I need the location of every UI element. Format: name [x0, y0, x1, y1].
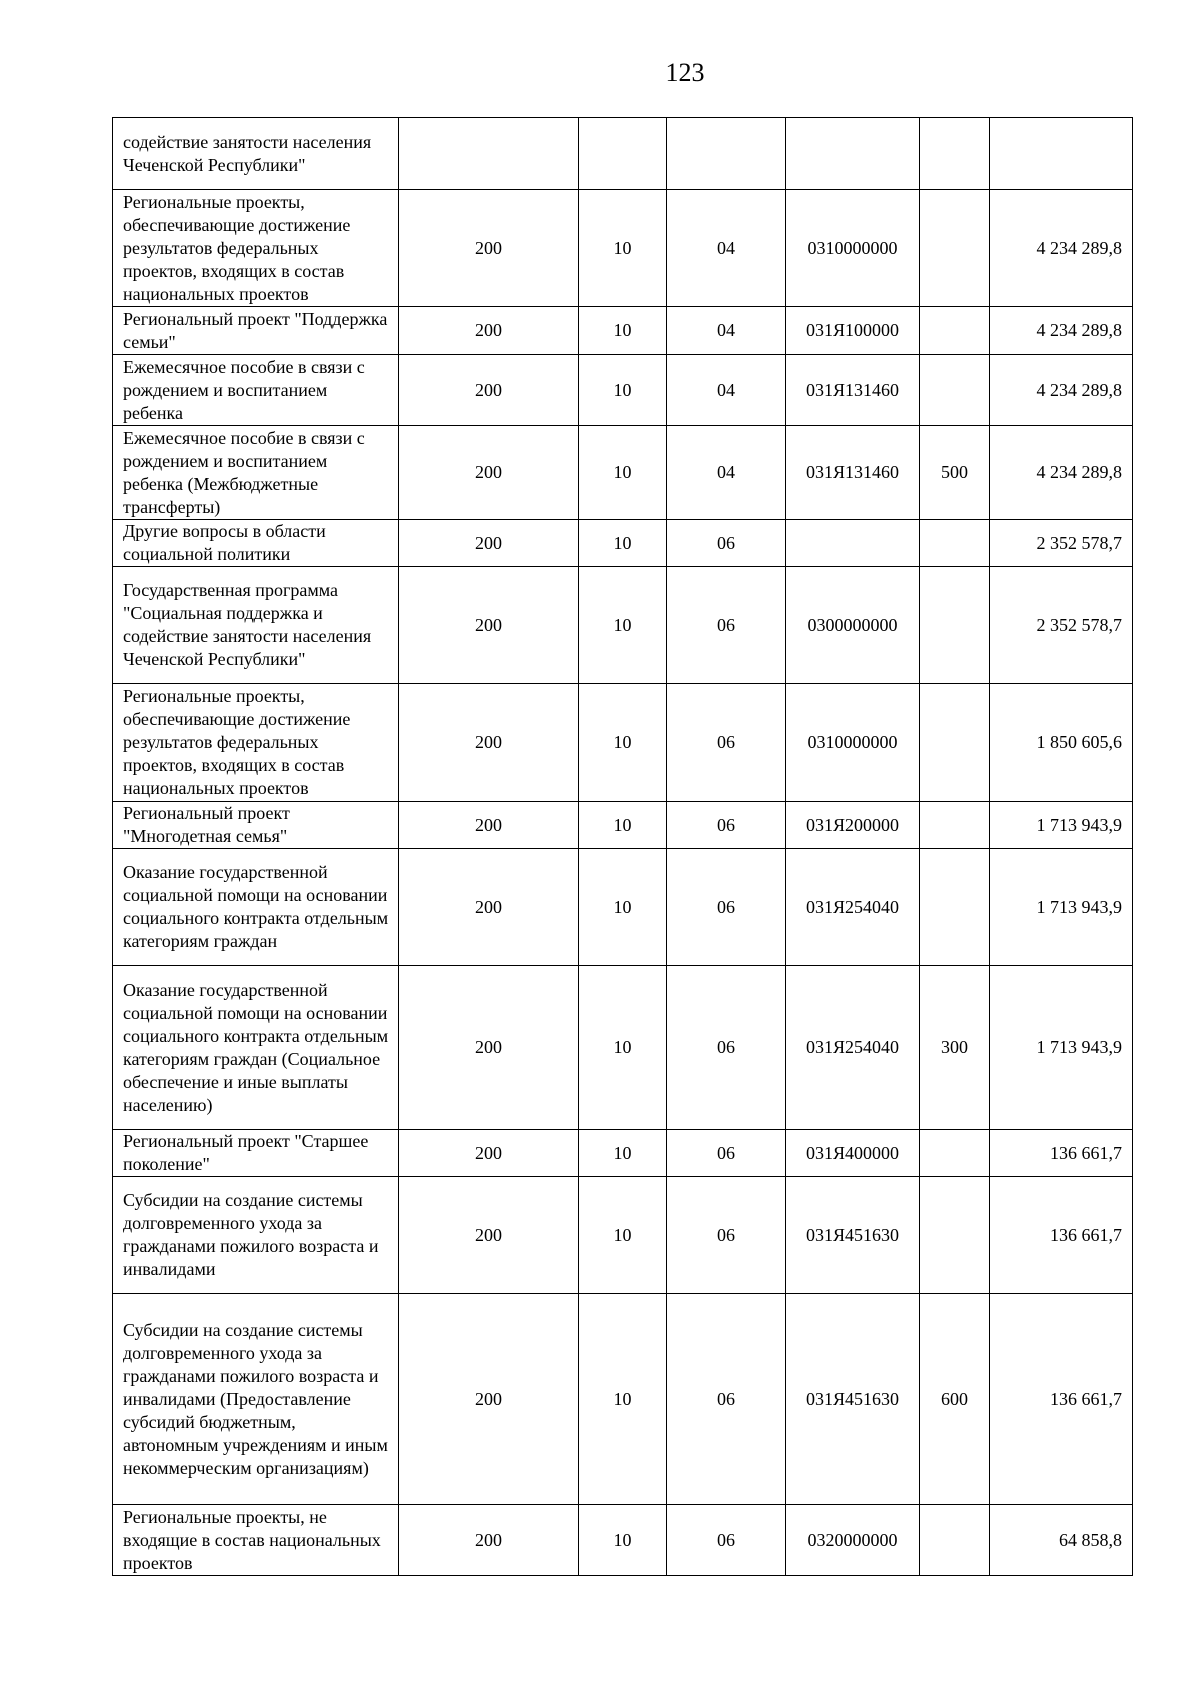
row-name: Региональные проекты, обеспечивающие достижение результатов федеральных проектов, входящих в состав национальных проектов — [113, 684, 399, 802]
table-row — [113, 355, 1133, 426]
row-vr — [920, 355, 990, 426]
row-sum: 2 352 578,7 — [990, 567, 1133, 684]
row-rz: 10 — [579, 1130, 667, 1177]
row-pr: 04 — [667, 426, 786, 520]
row-sum: 4 234 289,8 — [990, 426, 1133, 520]
row-rz: 10 — [579, 1177, 667, 1294]
table-row — [113, 520, 1133, 567]
row-ved: 200 — [399, 426, 579, 520]
row-ved: 200 — [399, 966, 579, 1130]
row-vr: 300 — [920, 966, 990, 1130]
row-sum: 1 713 943,9 — [990, 802, 1133, 849]
row-sum: 4 234 289,8 — [990, 190, 1133, 307]
row-sum: 4 234 289,8 — [990, 355, 1133, 426]
table-row — [113, 426, 1133, 520]
row-sum: 1 850 605,6 — [990, 684, 1133, 802]
row-vr — [920, 520, 990, 567]
row-sum: 4 234 289,8 — [990, 307, 1133, 355]
row-rz: 10 — [579, 190, 667, 307]
row-csr — [786, 118, 920, 190]
table-row — [113, 802, 1133, 849]
row-ved: 200 — [399, 307, 579, 355]
row-name: Региональные проекты, обеспечивающие достижение результатов федеральных проектов, входящих в состав национальных проектов — [113, 190, 399, 307]
row-pr: 04 — [667, 307, 786, 355]
row-vr — [920, 1130, 990, 1177]
row-csr: 031Я254040 — [786, 849, 920, 966]
row-csr: 031Я131460 — [786, 355, 920, 426]
row-name: Региональный проект "Старшее поколение" — [113, 1130, 399, 1177]
row-rz — [579, 118, 667, 190]
row-rz: 10 — [579, 426, 667, 520]
row-rz: 10 — [579, 802, 667, 849]
row-pr: 04 — [667, 190, 786, 307]
row-csr: 031Я451630 — [786, 1294, 920, 1505]
page-number: 123 — [665, 58, 705, 87]
row-csr — [786, 520, 920, 567]
row-name: Ежемесячное пособие в связи с рождением и воспитанием ребенка (Межбюджетные трансферты) — [113, 426, 399, 520]
row-csr: 0320000000 — [786, 1505, 920, 1576]
row-csr: 031Я254040 — [786, 966, 920, 1130]
table-row — [113, 966, 1133, 1130]
row-vr — [920, 190, 990, 307]
table-row — [113, 1177, 1133, 1294]
row-ved: 200 — [399, 684, 579, 802]
row-rz: 10 — [579, 966, 667, 1130]
row-sum: 136 661,7 — [990, 1130, 1133, 1177]
row-ved: 200 — [399, 520, 579, 567]
row-csr: 031Я131460 — [786, 426, 920, 520]
row-pr: 06 — [667, 520, 786, 567]
table-row — [113, 1294, 1133, 1505]
row-sum: 136 661,7 — [990, 1177, 1133, 1294]
row-pr — [667, 118, 786, 190]
row-pr: 06 — [667, 1294, 786, 1505]
row-rz: 10 — [579, 520, 667, 567]
row-vr — [920, 1177, 990, 1294]
row-name: Оказание государственной социальной помощи на основании социального контракта отдельным категориям граждан — [113, 849, 399, 966]
row-ved: 200 — [399, 1130, 579, 1177]
row-vr — [920, 849, 990, 966]
row-vr — [920, 567, 990, 684]
row-rz: 10 — [579, 1294, 667, 1505]
row-name: Субсидии на создание системы долговременного ухода за гражданами пожилого возраста и инвалидами — [113, 1177, 399, 1294]
row-ved: 200 — [399, 355, 579, 426]
row-pr: 06 — [667, 966, 786, 1130]
row-rz: 10 — [579, 684, 667, 802]
row-csr: 0310000000 — [786, 190, 920, 307]
row-rz: 10 — [579, 849, 667, 966]
row-vr: 600 — [920, 1294, 990, 1505]
row-pr: 06 — [667, 849, 786, 966]
row-vr — [920, 307, 990, 355]
row-ved: 200 — [399, 1177, 579, 1294]
row-pr: 06 — [667, 1177, 786, 1294]
row-vr — [920, 684, 990, 802]
row-csr: 0310000000 — [786, 684, 920, 802]
table-row — [113, 849, 1133, 966]
row-vr — [920, 802, 990, 849]
table-row — [113, 567, 1133, 684]
row-name: Ежемесячное пособие в связи с рождением и воспитанием ребенка — [113, 355, 399, 426]
table-row — [113, 684, 1133, 802]
table-row — [113, 1130, 1133, 1177]
row-rz: 10 — [579, 567, 667, 684]
row-pr: 04 — [667, 355, 786, 426]
row-rz: 10 — [579, 1505, 667, 1576]
row-name: Региональные проекты, не входящие в состав национальных проектов — [113, 1505, 399, 1576]
row-ved: 200 — [399, 567, 579, 684]
table-row — [113, 307, 1133, 355]
row-name: Субсидии на создание системы долговременного ухода за гражданами пожилого возраста и инвалидами (Предоставление субсидий бюджетным, автономным учреждениям и иным некоммерческим организациям) — [113, 1294, 399, 1505]
table-row — [113, 1505, 1133, 1576]
row-sum: 2 352 578,7 — [990, 520, 1133, 567]
row-csr: 031Я100000 — [786, 307, 920, 355]
row-pr: 06 — [667, 684, 786, 802]
row-rz: 10 — [579, 355, 667, 426]
table-row — [113, 190, 1133, 307]
row-pr: 06 — [667, 1505, 786, 1576]
row-csr: 0300000000 — [786, 567, 920, 684]
row-pr: 06 — [667, 1130, 786, 1177]
row-ved — [399, 118, 579, 190]
row-name: Оказание государственной социальной помощи на основании социального контракта отдельным категориям граждан (Социальное обеспечение и иные выплаты населению) — [113, 966, 399, 1130]
row-ved: 200 — [399, 1505, 579, 1576]
row-name: Региональный проект "Многодетная семья" — [113, 802, 399, 849]
row-ved: 200 — [399, 190, 579, 307]
row-name: Региональный проект "Поддержка семьи" — [113, 307, 399, 355]
row-sum — [990, 118, 1133, 190]
row-ved: 200 — [399, 1294, 579, 1505]
row-name: Другие вопросы в области социальной политики — [113, 520, 399, 567]
budget-table — [112, 117, 1133, 1576]
row-name: Государственная программа "Социальная поддержка и содействие занятости населения Чеченской Республики" — [113, 567, 399, 684]
row-vr — [920, 1505, 990, 1576]
row-name: содействие занятости населения Чеченской Республики" — [113, 118, 399, 190]
row-rz: 10 — [579, 307, 667, 355]
row-vr — [920, 118, 990, 190]
row-pr: 06 — [667, 567, 786, 684]
row-ved: 200 — [399, 802, 579, 849]
row-csr: 031Я400000 — [786, 1130, 920, 1177]
row-ved: 200 — [399, 849, 579, 966]
row-pr: 06 — [667, 802, 786, 849]
row-csr: 031Я451630 — [786, 1177, 920, 1294]
row-sum: 1 713 943,9 — [990, 849, 1133, 966]
row-csr: 031Я200000 — [786, 802, 920, 849]
table-row — [113, 118, 1133, 190]
row-sum: 1 713 943,9 — [990, 966, 1133, 1130]
row-sum: 136 661,7 — [990, 1294, 1133, 1505]
row-vr: 500 — [920, 426, 990, 520]
row-sum: 64 858,8 — [990, 1505, 1133, 1576]
